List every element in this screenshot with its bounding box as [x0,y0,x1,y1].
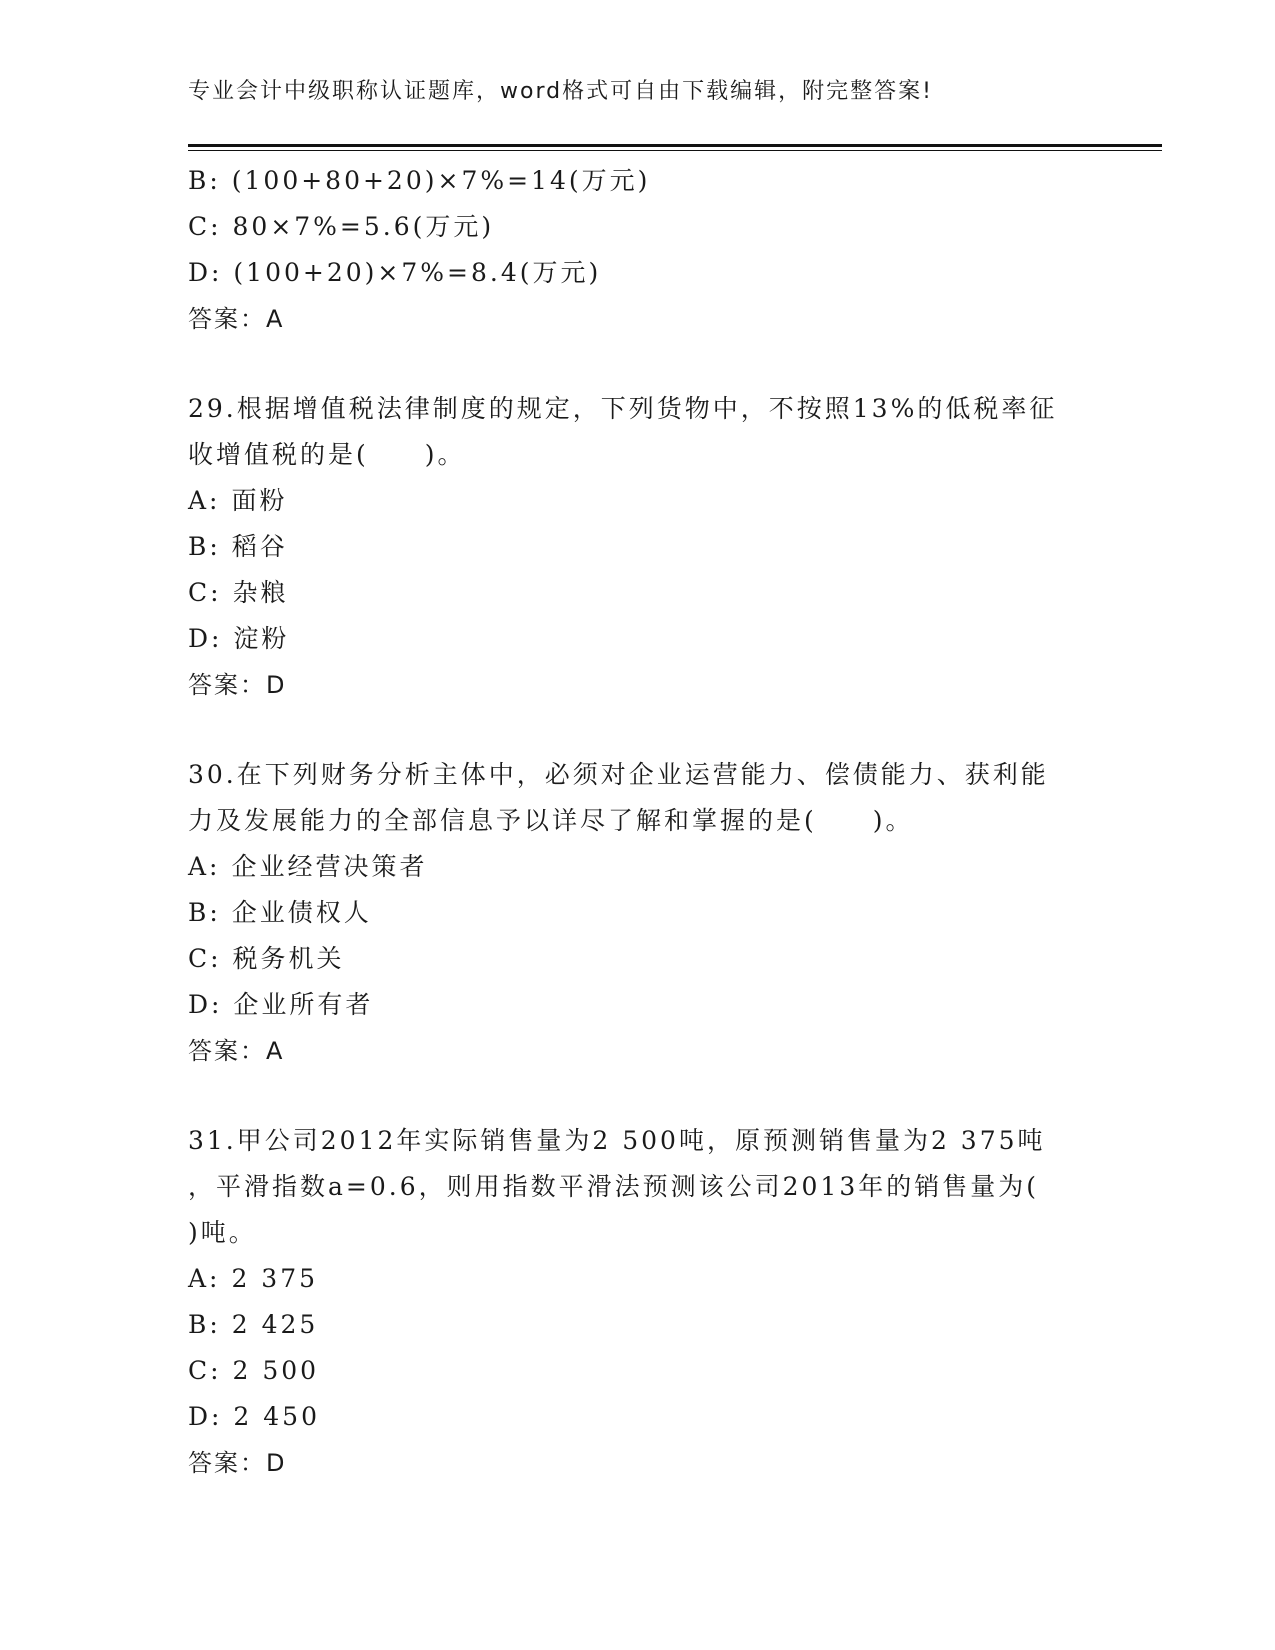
option-text: (100+80+20)×7%=14(万元) [231,166,651,195]
option-label: D: [188,624,223,653]
option-label: D: [188,1402,223,1431]
option-text: 企业债权人 [231,898,372,927]
option-text: 淀粉 [233,624,290,653]
prev-question [188,158,1088,342]
question-stem: 力及发展能力的全部信息予以详尽了解和掌握的是( )。 [188,806,914,835]
answer-line: 答案：A [188,305,285,333]
option-text: 80×7%=5.6(万元) [232,212,495,241]
option-c [188,1348,1088,1394]
option-label: C: [188,1356,222,1385]
question-29 [188,386,1088,708]
option-label: C: [188,212,222,241]
option-c [188,204,1088,250]
option-c [188,570,1088,616]
option-d [188,616,1088,662]
option-d [188,1394,1088,1440]
option-text: 企业所有者 [233,990,374,1019]
option-text: (100+20)×7%=8.4(万元) [233,258,602,287]
option-label: B: [188,166,221,195]
option-label: A: [188,852,221,881]
option-a [188,844,1088,890]
option-b [188,158,1088,204]
answer-line: 答案：D [188,671,287,699]
option-text: 2 450 [233,1402,320,1431]
answer-line: 答案：A [188,1037,285,1065]
option-label: C: [188,578,222,607]
option-label: C: [188,944,222,973]
option-text: 企业经营决策者 [231,852,428,881]
document-body [188,158,1088,1486]
page-header: 专业会计中级职称认证题库，word格式可自由下载编辑，附完整答案! [188,79,933,104]
option-d [188,250,1088,296]
option-text: 面粉 [231,486,288,515]
option-label: A: [188,486,221,515]
option-label: B: [188,898,221,927]
option-label: D: [188,258,223,287]
question-stem: 30.在下列财务分析主体中，必须对企业运营能力、偿债能力、获利能 [188,760,1049,789]
option-label: B: [188,1310,221,1339]
question-stem: 收增值税的是( )。 [188,440,466,469]
answer-line: 答案：D [188,1449,287,1477]
option-a [188,1256,1088,1302]
option-c [188,936,1088,982]
option-label: A: [188,1264,221,1293]
question-31 [188,1118,1088,1486]
question-stem: )吨。 [188,1218,257,1247]
option-text: 2 375 [231,1264,319,1293]
option-text: 稻谷 [231,532,288,561]
option-b [188,1302,1088,1348]
question-30 [188,752,1088,1074]
option-label: D: [188,990,223,1019]
option-b [188,524,1088,570]
question-stem: 31.甲公司2012年实际销售量为2 500吨，原预测销售量为2 375吨 [188,1126,1046,1155]
option-text: 税务机关 [232,944,345,973]
option-a [188,478,1088,524]
option-d [188,982,1088,1028]
option-label: B: [188,532,221,561]
header-rule-thick [188,144,1162,147]
option-text: 2 425 [231,1310,319,1339]
header-rule-thin [188,150,1162,151]
question-stem: ，平滑指数a=0.6，则用指数平滑法预测该公司2013年的销售量为( [188,1172,1039,1201]
option-b [188,890,1088,936]
option-text: 2 500 [232,1356,320,1385]
option-text: 杂粮 [232,578,289,607]
question-stem: 29.根据增值税法律制度的规定，下列货物中，不按照13%的低税率征 [188,394,1058,423]
